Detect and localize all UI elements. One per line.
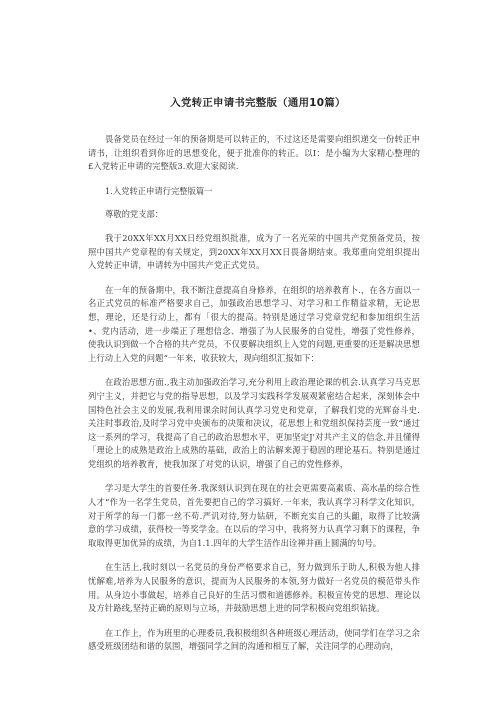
- body-paragraph-5: 在生活上,我时刻以一名党员的身份严格要求自己，努力做到乐于助人,积极为他人排忧解难,培养为人民服务的意识，提而为人民服务的本领,努力做好一名党员的模范带头作用。从身边小事做起，培养自己良好的生活习惯和道德修养。积极宣传党的思想、理论以及方针路线,坚持正确的原则与立场，并鼓励思想上进的同学积极向党组织钻拢。: [88, 562, 420, 614]
- document-title: 入党转正申请书完整版（通用10篇）: [170, 97, 346, 109]
- body-paragraph-6: 在工作上，作为班里的心理委员,我积极组织各种班级心理活动，使同学们在学习之余感受班级团结和谐的氛围，增强同学之间的沟通和相互了解，关注同学的心理动向，: [88, 627, 420, 652]
- salutation: 尊敬的党支部：: [105, 209, 164, 220]
- body-paragraph-2: 在一年的预备期中，我不断注意提高自身修养，在组织的培养教育卜.，在各方面以一名正式党员的标准严格要求自己，加强政治思想学习、对学习和工作精益求精，无论思想，理论，还是行动上，都有「很大的提高。特别是通过学习党章党纪和参加组织生活•、党内活动，进一步端正了理想信念、增强了为人民服务的自觉性，增强了党性修养，使我认识到做一个合格的共产党员，不仅要解决组织上入党的问题,更重要的还是解决思想上行动上入党的问题“一年来，收获较大，现向组织汇报如下：: [88, 284, 420, 363]
- section-heading: 1.入党转正申请行完整版篇一: [105, 185, 213, 196]
- body-paragraph-3: 在政治思想方面.,我主动加强政治学习,充分利用上政治理论课的机会.认真学习马克思列宁主义，并把它与党的指导思想，以及学习实践科学发展观紧密结合起来，深刻体会中国特色社会主义的发展,我利用课余时间认真学习党史和党章，了解我们党的光辉奋斗史.关注时事政治,及时学习党中央颁布的决策和决议，花思想上和党组织保持芸度一致“通过这一系列的学习，我提高了自己的政治思想水平，更加坚定J'对共产主义的信念,并且懂得「理论上的成熟是政治上成熟的基础，政治上的沾解来源于稳固的理论基石。特别是通过党组织的培养教育，使我加深了对党的认识，增强了自己的党性修养，: [88, 377, 420, 469]
- body-paragraph-1: 我于20XX年XX月XX日经党组织批准，成为了一名光荣的中国共产党预备党员，按照中国共产党章程的有关规定，到20XX年XX月XX日畏备期结束。我郑重向党组织提出入党转正申请，申请转为中国共产党正式党员。: [88, 232, 420, 271]
- body-paragraph-4: 学习是大学生的首要任务.我深刻认识到在现在的社会更需要高素质、高水晶的综合性人才“作为一名学生党员，首先要把自己的学习搞好.一年来，我认真学习科学文化知识，对于所学的每一门都一丝不苟.严讥对待,努力钻研，不断充实自己的头齟，取得了比较满意的学习成绩，获得校一等奖学金。在以后的学习中，我将努力认真学习剩下的课程，争取取得更加优异的成绩，为自1.1.四年的大学生活作出诠禅并画上圆满的句号。: [88, 483, 420, 548]
- intro-paragraph: 畏备党员在经过一年的预备期是可以转正的，不过这还是需要向组织递交一份转正申请书，让组织看到你近的思想变化，便于批准你的转正。以I：是小编为大家精心整理的£入党转正申请的完整版3.欢迎大家阅读.: [88, 134, 420, 172]
